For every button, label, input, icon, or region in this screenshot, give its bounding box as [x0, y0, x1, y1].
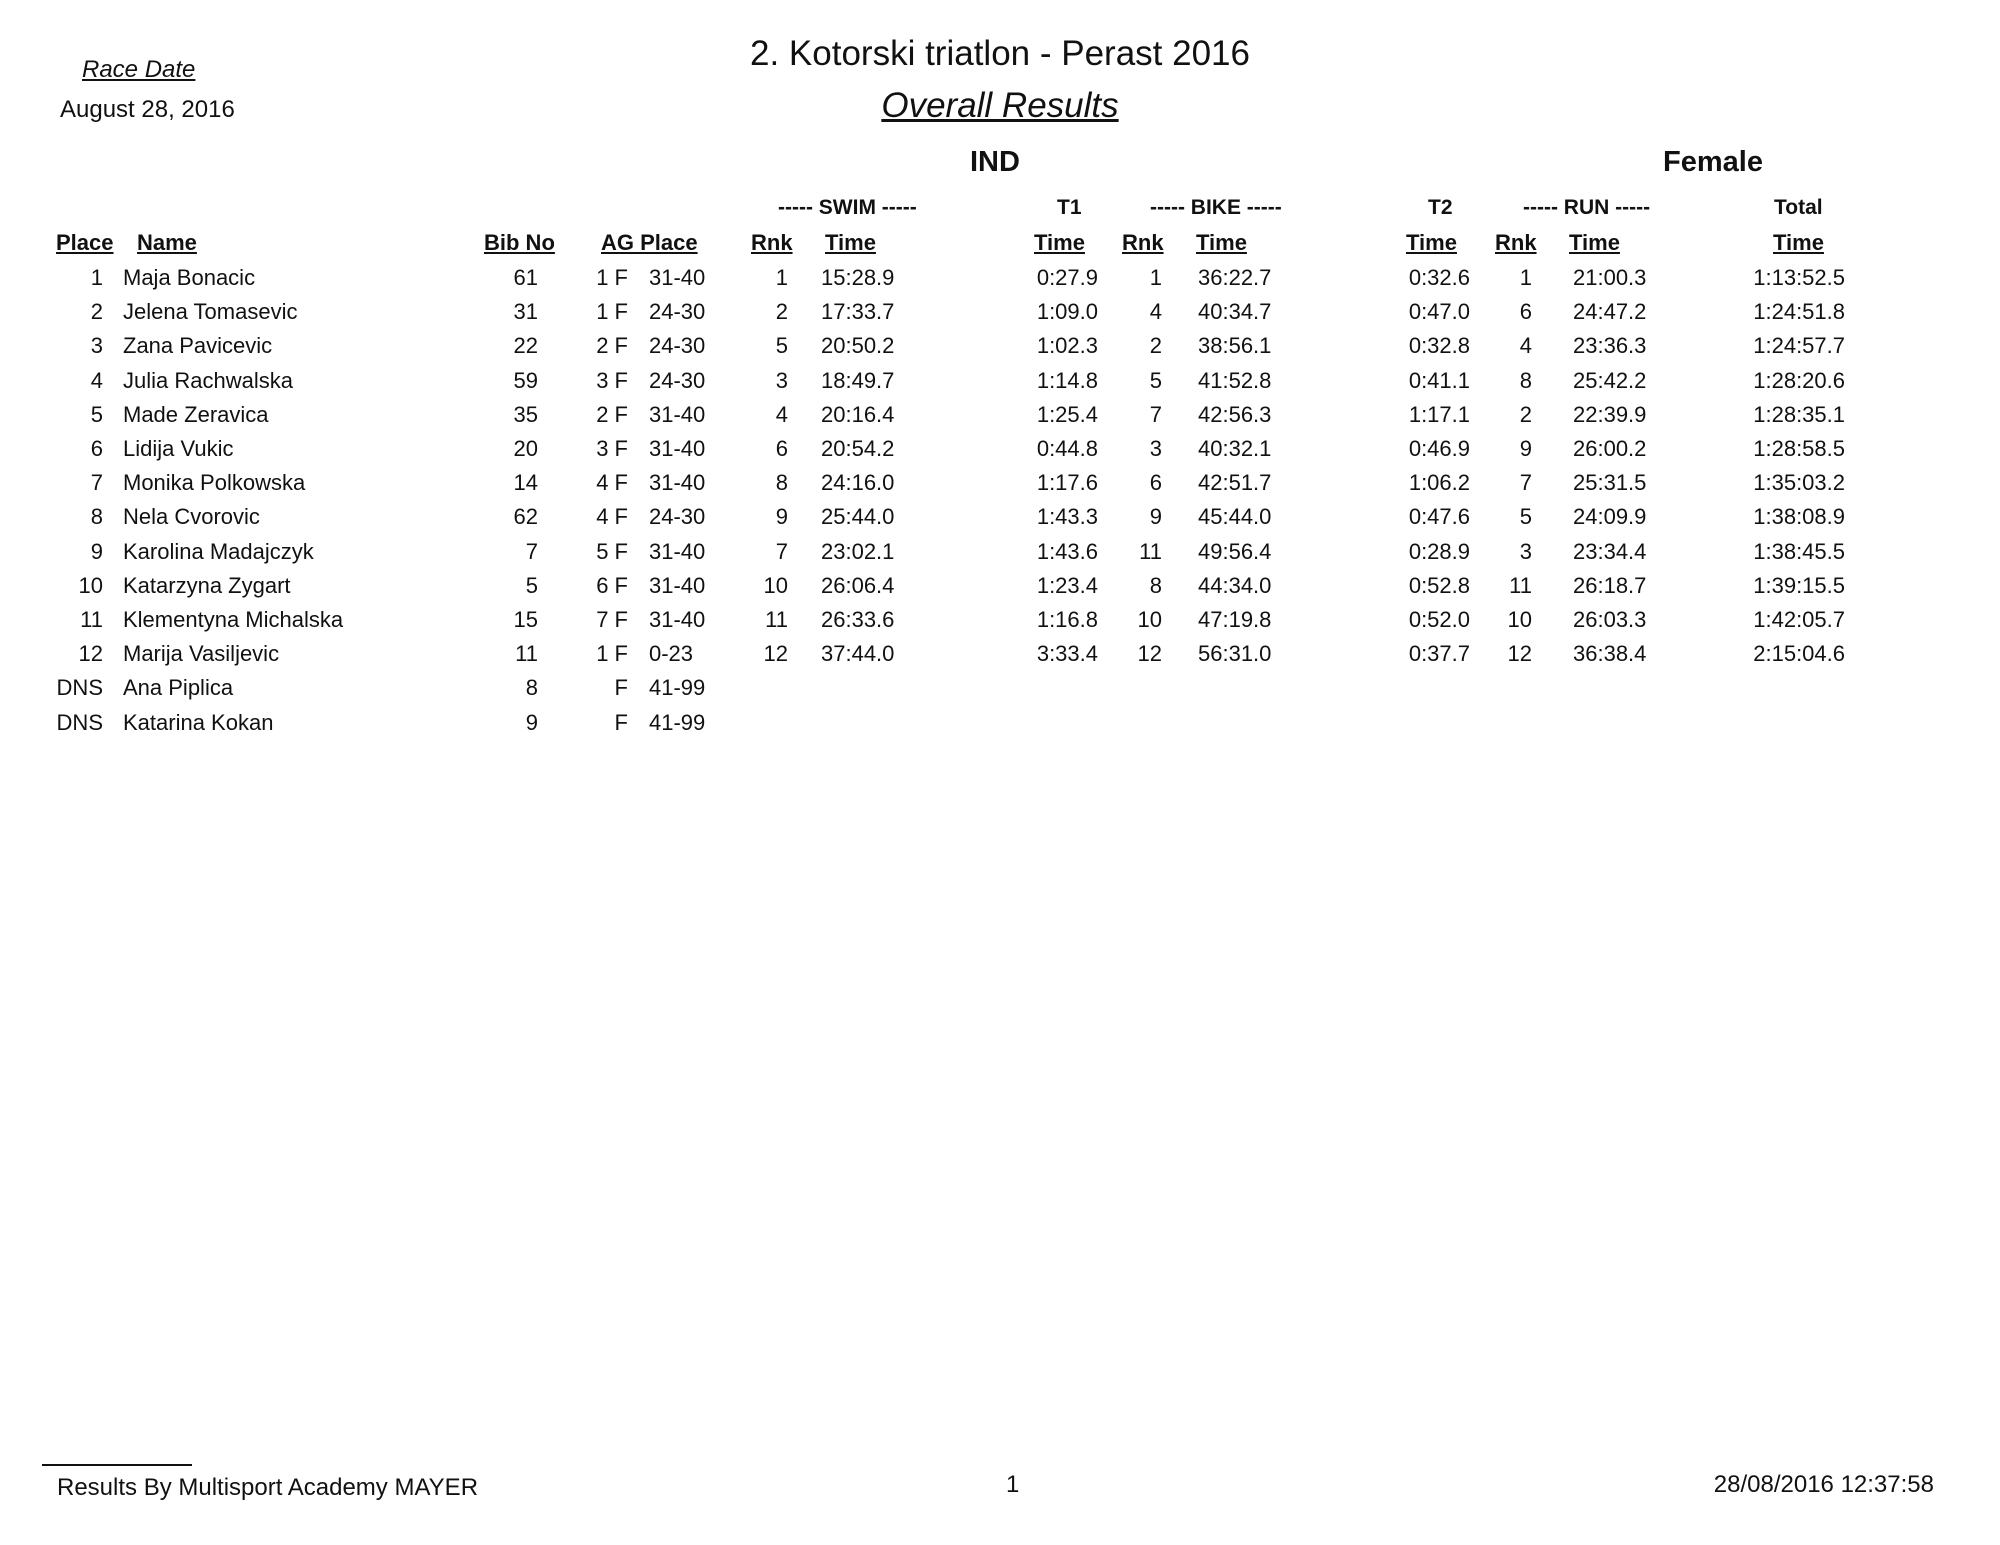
cell-swim-rnk: 10: [763, 572, 788, 598]
cell-ag: 5 F: [596, 538, 628, 564]
cell-run-rnk: 10: [1507, 607, 1532, 632]
col-header-swim-time: Time: [825, 230, 876, 255]
col-header-t1-time: Time: [1034, 230, 1085, 255]
col-header-swim-rnk: Rnk: [751, 230, 793, 255]
cell-name: Ana Piplica: [123, 675, 234, 701]
cell-name: Katarzyna Zygart: [123, 572, 291, 598]
cell-t2: 0:32.8: [1408, 333, 1470, 359]
cell-run-rnk: 8: [1519, 367, 1532, 393]
cell-bike: 42:51.7: [1198, 470, 1272, 496]
cell-run-rnk: 9: [1519, 436, 1532, 461]
bike-group-header: ----- BIKE -----: [1150, 196, 1282, 219]
race-date: August 28, 2016: [60, 96, 235, 123]
cell-bib: 14: [513, 470, 538, 496]
cell-name: Klementyna Michalska: [123, 607, 344, 632]
col-header-place: Place: [56, 230, 114, 255]
run-group-header: ----- RUN -----: [1523, 196, 1651, 219]
cell-bike: 44:34.0: [1198, 572, 1272, 598]
cell-bike-rnk: 4: [1149, 299, 1162, 325]
col-header-bike-rnk: Rnk: [1122, 230, 1164, 255]
cell-place: 5: [90, 401, 103, 427]
cell-ag: 2 F: [596, 401, 628, 427]
cell-swim-rnk: 1: [775, 265, 788, 290]
cell-t1: 1:43.3: [1036, 504, 1098, 530]
cell-ag: 4 F: [596, 470, 628, 496]
cell-agegroup: 31-40: [649, 572, 706, 598]
cell-run-rnk: 12: [1507, 641, 1532, 667]
cell-bike-rnk: 3: [1149, 436, 1162, 461]
cell-run-rnk: 4: [1519, 333, 1532, 359]
total-group-header: Total: [1774, 196, 1823, 219]
footer-credit: Results By Multisport Academy MAYER: [57, 1474, 479, 1501]
swim-group-header: ----- SWIM -----: [778, 196, 917, 219]
page-title: 2. Kotorski triatlon - Perast 2016: [750, 34, 1250, 73]
cell-t1: 1:02.3: [1036, 333, 1098, 359]
cell-t1: 0:44.8: [1036, 436, 1098, 461]
cell-ag: 6 F: [596, 572, 628, 598]
cell-place: DNS: [56, 675, 103, 701]
cell-bib: 7: [525, 538, 538, 564]
cell-bike: 38:56.1: [1198, 333, 1272, 359]
gender-label: Female: [1663, 146, 1763, 178]
cell-swim: 23:02.1: [821, 538, 895, 564]
cell-swim-rnk: 5: [775, 333, 788, 359]
cell-bib: 59: [513, 367, 538, 393]
cell-agegroup: 0-23: [649, 641, 694, 667]
cell-ag: 7 F: [596, 607, 628, 632]
cell-bib: 62: [513, 504, 538, 530]
cell-t2: 0:47.0: [1408, 299, 1470, 325]
cell-total: 1:24:57.7: [1753, 333, 1845, 359]
cell-total: 1:24:51.8: [1753, 299, 1845, 325]
cell-bike-rnk: 9: [1149, 504, 1162, 530]
cell-bike-rnk: 7: [1149, 401, 1162, 427]
cell-agegroup: 24-30: [649, 504, 706, 530]
cell-bike: 56:31.0: [1198, 641, 1272, 667]
cell-name: Nela Cvorovic: [123, 504, 260, 530]
cell-run-rnk: 5: [1519, 504, 1532, 530]
cell-swim: 26:33.6: [821, 607, 895, 632]
cell-run: 25:42.2: [1573, 367, 1647, 393]
footer-divider: [42, 1464, 192, 1466]
col-header-name: Name: [137, 230, 197, 255]
cell-name: Lidija Vukic: [123, 436, 234, 461]
cell-run: 21:00.3: [1573, 265, 1647, 290]
cell-bib: 11: [515, 641, 538, 667]
cell-ag: F: [614, 709, 628, 735]
cell-swim: 37:44.0: [821, 641, 895, 667]
cell-name: Monika Polkowska: [123, 470, 306, 496]
col-header-t2-time: Time: [1406, 230, 1457, 255]
col-header-run-rnk: Rnk: [1495, 230, 1537, 255]
cell-swim: 20:54.2: [821, 436, 895, 461]
cell-run-rnk: 1: [1519, 265, 1532, 290]
cell-bike: 36:22.7: [1198, 265, 1272, 290]
cell-run-rnk: 11: [1509, 572, 1532, 598]
cell-swim-rnk: 9: [775, 504, 788, 530]
cell-bib: 61: [513, 265, 538, 290]
cell-swim: 18:49.7: [821, 367, 895, 393]
cell-t2: 1:06.2: [1408, 470, 1470, 496]
cell-t1: 1:09.0: [1036, 299, 1098, 325]
cell-place: DNS: [56, 709, 103, 735]
col-header-bib: Bib No: [484, 230, 555, 255]
cell-place: 11: [80, 607, 103, 632]
cell-run: 23:34.4: [1573, 538, 1647, 564]
cell-t1: 0:27.9: [1036, 265, 1098, 290]
cell-place: 7: [90, 470, 103, 496]
cell-run: 22:39.9: [1573, 401, 1647, 427]
cell-name: Karolina Madajczyk: [123, 538, 314, 564]
cell-name: Made Zeravica: [123, 401, 269, 427]
cell-total: 1:28:58.5: [1753, 436, 1845, 461]
cell-ag: 2 F: [596, 333, 628, 359]
cell-t2: 0:47.6: [1408, 504, 1470, 530]
cell-place: 2: [90, 299, 103, 325]
cell-agegroup: 24-30: [649, 333, 706, 359]
cell-name: Katarina Kokan: [123, 709, 274, 735]
cell-run: 23:36.3: [1573, 333, 1647, 359]
cell-run: 36:38.4: [1573, 641, 1647, 667]
t1-group-header: T1: [1057, 196, 1082, 219]
cell-run: 24:09.9: [1573, 504, 1647, 530]
cell-bib: 35: [513, 401, 538, 427]
cell-t1: 1:23.4: [1036, 572, 1098, 598]
cell-ag: 4 F: [596, 504, 628, 530]
cell-bike-rnk: 10: [1137, 607, 1162, 632]
cell-swim-rnk: 8: [775, 470, 788, 496]
cell-swim: 26:06.4: [821, 572, 895, 598]
cell-bike: 40:34.7: [1198, 299, 1272, 325]
category-label: IND: [970, 146, 1020, 178]
cell-swim-rnk: 12: [763, 641, 788, 667]
cell-run-rnk: 3: [1519, 538, 1532, 564]
cell-ag: 3 F: [596, 436, 628, 461]
cell-run: 26:00.2: [1573, 436, 1647, 461]
cell-t1: 1:17.6: [1036, 470, 1098, 496]
race-date-label: Race Date: [82, 56, 196, 83]
footer-timestamp: 28/08/2016 12:37:58: [1713, 1471, 1934, 1498]
cell-place: 12: [78, 641, 103, 667]
cell-bike: 42:56.3: [1198, 401, 1272, 427]
cell-agegroup: 41-99: [649, 709, 706, 735]
cell-bib: 15: [513, 607, 538, 632]
cell-run: 26:18.7: [1573, 572, 1647, 598]
cell-total: 1:42:05.7: [1753, 607, 1845, 632]
cell-agegroup: 24-30: [649, 299, 706, 325]
cell-bike: 41:52.8: [1198, 367, 1272, 393]
col-header-bike-time: Time: [1196, 230, 1247, 255]
cell-swim: 25:44.0: [821, 504, 895, 530]
cell-agegroup: 31-40: [649, 265, 706, 290]
cell-ag: 1 F: [596, 299, 628, 325]
cell-name: Jelena Tomasevic: [123, 299, 298, 325]
cell-bike: 47:19.8: [1198, 607, 1272, 632]
col-header-total-time: Time: [1773, 230, 1824, 255]
cell-place: 8: [90, 504, 103, 530]
cell-bike-rnk: 8: [1149, 572, 1162, 598]
cell-name: Zana Pavicevic: [123, 333, 273, 359]
cell-total: 1:38:08.9: [1753, 504, 1845, 530]
cell-name: Marija Vasiljevic: [123, 641, 280, 667]
cell-place: 10: [78, 572, 103, 598]
cell-t1: 1:43.6: [1036, 538, 1098, 564]
cell-ag: F: [614, 675, 628, 701]
cell-agegroup: 31-40: [649, 436, 706, 461]
cell-total: 1:28:20.6: [1753, 367, 1845, 393]
cell-swim-rnk: 6: [775, 436, 788, 461]
cell-bike-rnk: 6: [1149, 470, 1162, 496]
cell-swim: 24:16.0: [821, 470, 895, 496]
cell-run: 25:31.5: [1573, 470, 1647, 496]
cell-run: 24:47.2: [1573, 299, 1647, 325]
cell-name: Julia Rachwalska: [123, 367, 293, 393]
cell-t2: 0:37.7: [1408, 641, 1470, 667]
cell-t1: 1:14.8: [1036, 367, 1098, 393]
cell-agegroup: 31-40: [649, 401, 706, 427]
cell-name: Maja Bonacic: [123, 265, 256, 290]
cell-agegroup: 31-40: [649, 538, 706, 564]
cell-bike: 45:44.0: [1198, 504, 1272, 530]
cell-swim-rnk: 3: [775, 367, 788, 393]
cell-run-rnk: 2: [1519, 401, 1532, 427]
cell-agegroup: 24-30: [649, 367, 706, 393]
cell-bib: 31: [513, 299, 538, 325]
cell-total: 1:38:45.5: [1753, 538, 1845, 564]
cell-bike-rnk: 2: [1149, 333, 1162, 359]
cell-total: 1:35:03.2: [1753, 470, 1845, 496]
cell-ag: 1 F: [596, 265, 628, 290]
col-header-run-time: Time: [1569, 230, 1620, 255]
col-header-ag-place: AG Place: [601, 230, 698, 255]
cell-t1: 1:25.4: [1036, 401, 1098, 427]
cell-t2: 0:52.0: [1408, 607, 1470, 632]
cell-bike: 40:32.1: [1198, 436, 1272, 461]
cell-t1: 1:16.8: [1036, 607, 1098, 632]
cell-bib: 20: [513, 436, 538, 461]
cell-swim-rnk: 11: [765, 607, 788, 632]
cell-bib: 8: [525, 675, 538, 701]
cell-run-rnk: 6: [1519, 299, 1532, 325]
cell-ag: 3 F: [596, 367, 628, 393]
cell-swim-rnk: 4: [775, 401, 788, 427]
cell-t2: 0:32.6: [1408, 265, 1470, 290]
cell-t2: 1:17.1: [1408, 401, 1470, 427]
cell-swim-rnk: 7: [775, 538, 788, 564]
page-number: 1: [1006, 1471, 1020, 1498]
cell-place: 1: [90, 265, 103, 290]
cell-swim: 17:33.7: [821, 299, 895, 325]
cell-bike: 49:56.4: [1198, 538, 1272, 564]
cell-t2: 0:28.9: [1408, 538, 1470, 564]
cell-agegroup: 31-40: [649, 607, 706, 632]
cell-total: 2:15:04.6: [1753, 641, 1845, 667]
cell-swim: 20:50.2: [821, 333, 895, 359]
cell-place: 3: [90, 333, 103, 359]
cell-place: 4: [90, 367, 103, 393]
cell-run: 26:03.3: [1573, 607, 1647, 632]
cell-t2: 0:46.9: [1408, 436, 1470, 461]
cell-bike-rnk: 1: [1149, 265, 1162, 290]
cell-ag: 1 F: [596, 641, 628, 667]
cell-bike-rnk: 12: [1137, 641, 1162, 667]
page-subtitle: Overall Results: [881, 86, 1119, 125]
cell-t2: 0:41.1: [1408, 367, 1470, 393]
cell-swim: 15:28.9: [821, 265, 895, 290]
cell-place: 6: [90, 436, 103, 461]
cell-bib: 22: [513, 333, 538, 359]
cell-bike-rnk: 5: [1149, 367, 1162, 393]
cell-total: 1:13:52.5: [1753, 265, 1845, 290]
cell-agegroup: 41-99: [649, 675, 706, 701]
cell-place: 9: [90, 538, 103, 564]
cell-swim: 20:16.4: [821, 401, 895, 427]
cell-agegroup: 31-40: [649, 470, 706, 496]
cell-t2: 0:52.8: [1408, 572, 1470, 598]
cell-total: 1:39:15.5: [1753, 572, 1845, 598]
cell-swim-rnk: 2: [775, 299, 788, 325]
cell-t1: 3:33.4: [1036, 641, 1098, 667]
cell-bib: 9: [525, 709, 538, 735]
cell-bib: 5: [525, 572, 538, 598]
cell-bike-rnk: 11: [1139, 538, 1162, 564]
cell-total: 1:28:35.1: [1753, 401, 1845, 427]
t2-group-header: T2: [1428, 196, 1453, 219]
cell-run-rnk: 7: [1519, 470, 1532, 496]
